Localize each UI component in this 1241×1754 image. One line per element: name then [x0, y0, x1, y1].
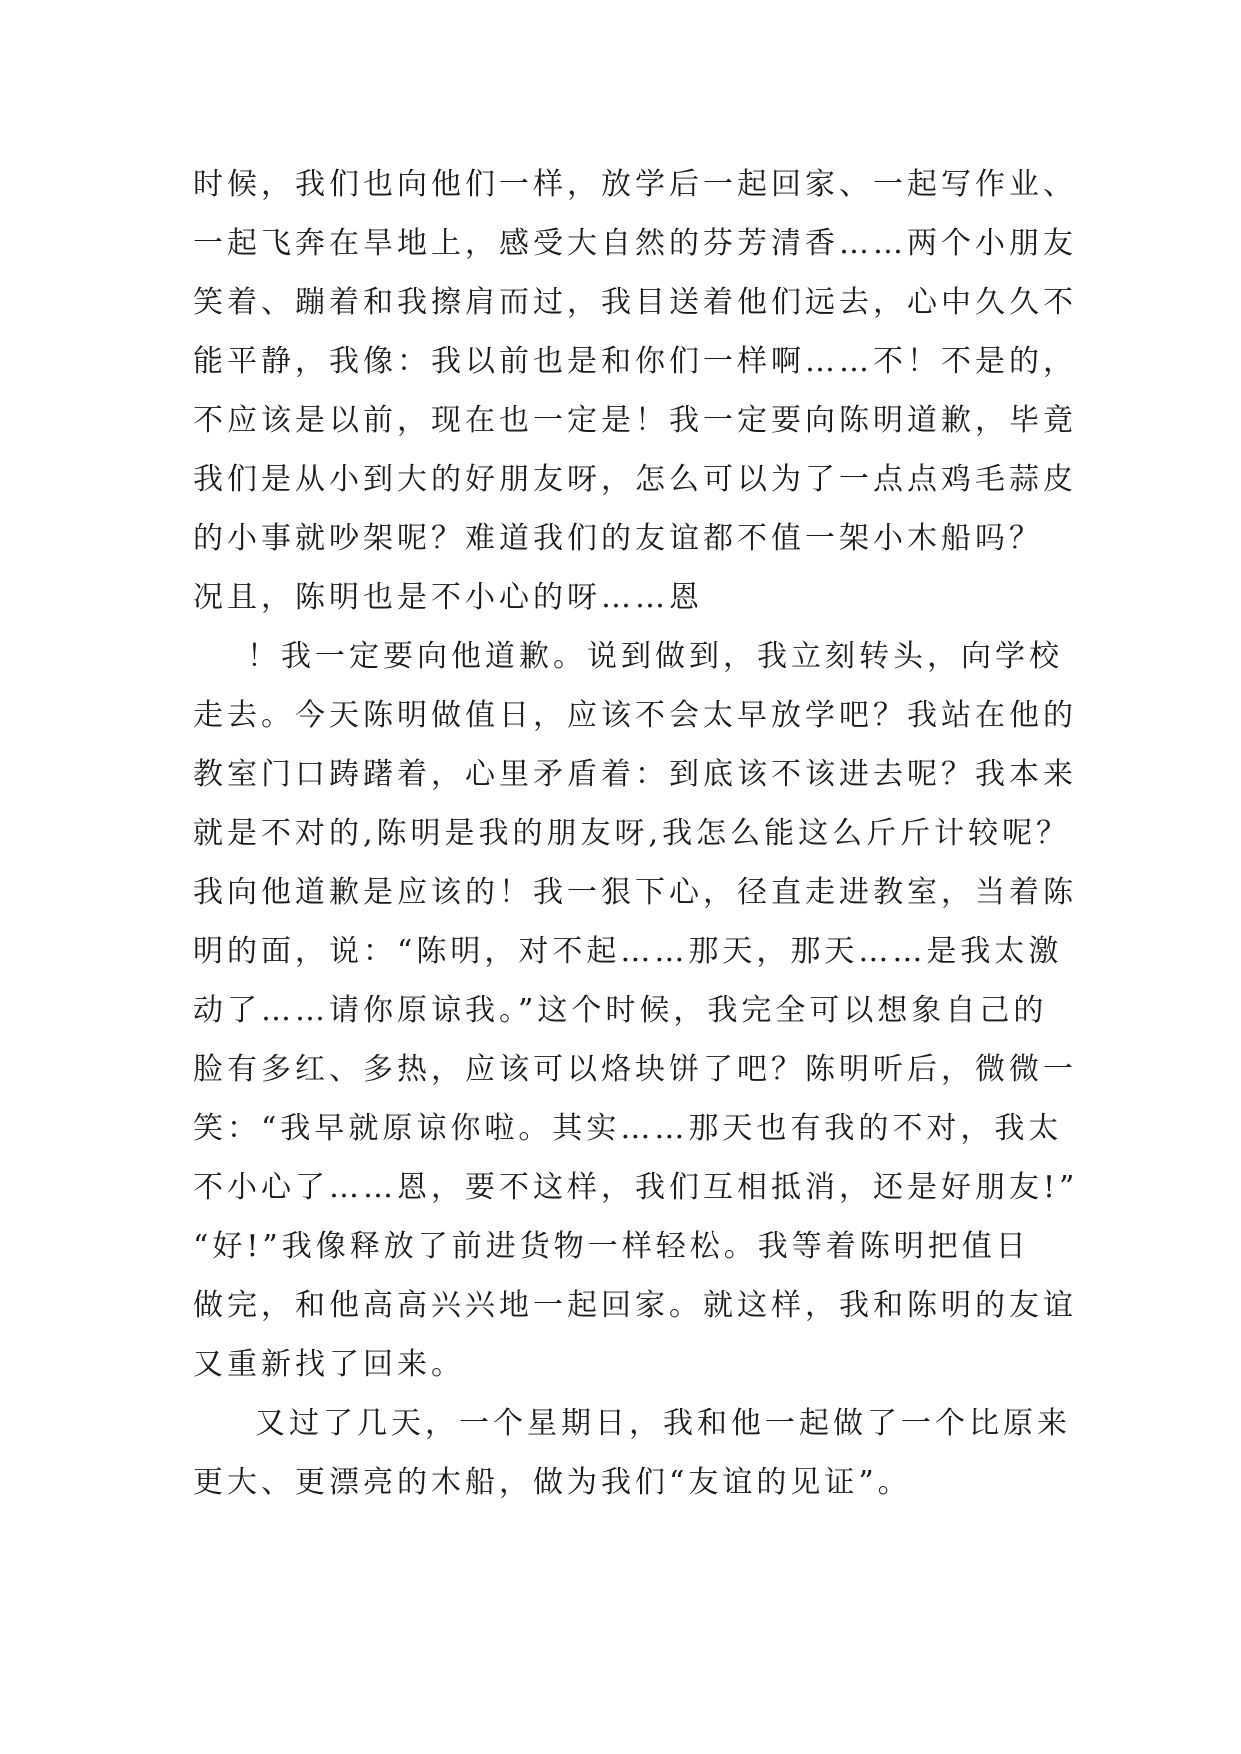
text-line: 况且，陈明也是不小心的呀……恩 [193, 580, 703, 615]
paragraph-3 [193, 1394, 1093, 1512]
text-line: 我向他道歉是应该的！我一狠下心，径直走进教室，当着陈 [193, 875, 1077, 910]
text-line: 走去。今天陈明做值日，应该不会太早放学吧？我站在他的 [193, 698, 1077, 733]
text-line: 明的面，说：“陈明，对不起……那天，那天……是我太激 [193, 934, 1063, 969]
document-body [193, 155, 1093, 1512]
paragraph-2 [193, 627, 1093, 1394]
text-line: 的小事就吵架呢？难道我们的友谊都不值一架小木船吗？ [193, 521, 1043, 556]
text-line: 更大、更漂亮的木船，做为我们“友谊的见证”。 [193, 1465, 912, 1500]
text-line: 我们是从小到大的好朋友呀，怎么可以为了一点点鸡毛蒜皮 [193, 462, 1077, 497]
text-line: 就是不对的,陈明是我的朋友呀,我怎么能这么斤斤计较呢？ [193, 816, 1071, 851]
text-line: 做完，和他高高兴兴地一起回家。就这样，我和陈明的友谊 [193, 1288, 1077, 1323]
text-line: ！我一定要向他道歉。说到做到，我立刻转头，向学校 [247, 639, 1063, 674]
text-line: 又重新找了回来。 [193, 1347, 465, 1382]
text-line: 不小心了……恩，要不这样，我们互相抵消，还是好朋友!” [193, 1170, 1079, 1205]
text-line: 一起飞奔在旱地上，感受大自然的芬芳清香……两个小朋友 [193, 226, 1077, 261]
text-line: “好!”我像释放了前进货物一样轻松。我等着陈明把值日 [193, 1229, 1030, 1264]
text-line: 能平静，我像：我以前也是和你们一样啊……不！不是的， [193, 344, 1077, 379]
text-line: 动了……请你原谅我。”这个时候，我完全可以想象自己的 [193, 993, 1048, 1028]
text-line: 教室门口踌躇着，心里矛盾着：到底该不该进去呢？我本来 [193, 757, 1077, 792]
text-line: 笑：“我早就原谅你啦。其实……那天也有我的不对，我太 [193, 1111, 1063, 1146]
text-line: 笑着、蹦着和我擦肩而过，我目送着他们远去，心中久久不 [193, 285, 1077, 320]
text-line: 时候，我们也向他们一样，放学后一起回家、一起写作业、 [193, 167, 1077, 202]
text-line: 不应该是以前，现在也一定是！我一定要向陈明道歉，毕竟 [193, 403, 1077, 438]
text-line: 又过了几天，一个星期日，我和他一起做了一个比原来 [255, 1406, 1071, 1441]
paragraph-1 [193, 155, 1093, 627]
text-line: 脸有多红、多热，应该可以烙块饼了吧？陈明听后，微微一 [193, 1052, 1077, 1087]
